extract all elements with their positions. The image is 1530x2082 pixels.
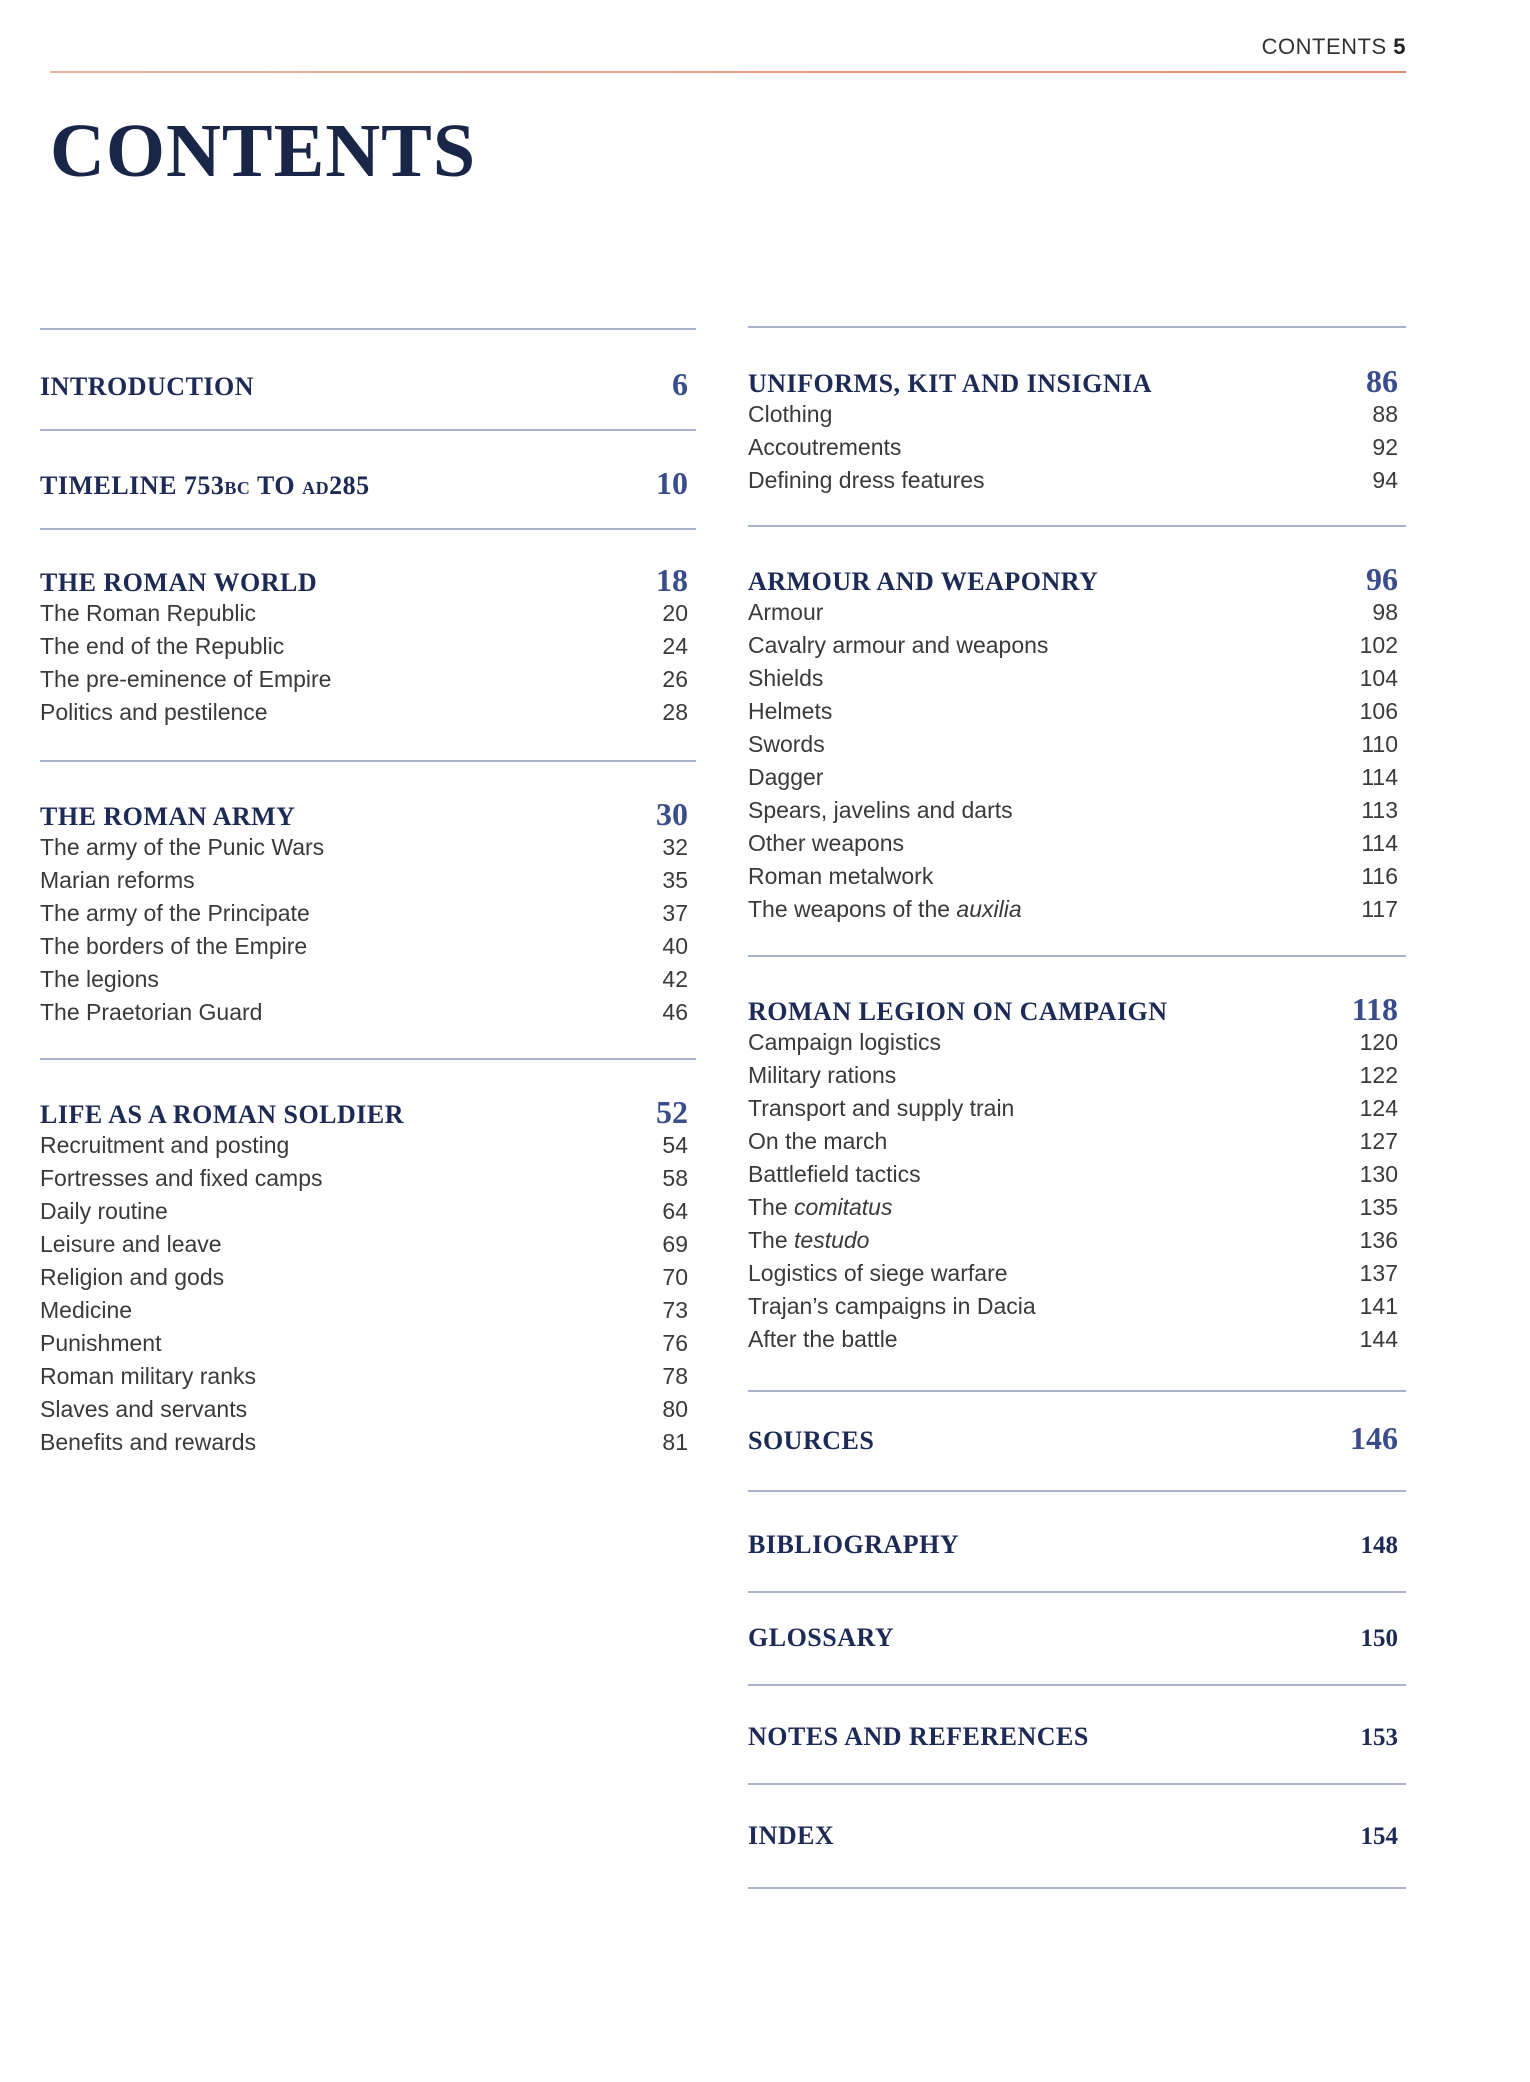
section-divider (40, 528, 696, 530)
entry-title: Marian reforms (40, 867, 195, 893)
toc-section-heading[interactable] (40, 563, 696, 597)
toc-entry[interactable] (40, 930, 696, 963)
entry-title: Politics and pestilence (40, 699, 268, 725)
toc-section (748, 1528, 1406, 1562)
section-divider (748, 1490, 1406, 1492)
toc-entry[interactable] (40, 696, 696, 729)
entry-page-number: 130 (1359, 1161, 1398, 1187)
entry-page-number: 136 (1359, 1227, 1398, 1253)
entry-page-number: 88 (1372, 401, 1398, 427)
toc-entry[interactable] (40, 1129, 696, 1162)
entry-title: Daily routine (40, 1198, 168, 1224)
entry-title: Fortresses and fixed camps (40, 1165, 323, 1191)
section-title: THE ROMAN ARMY (40, 802, 296, 831)
toc-entry[interactable] (748, 761, 1406, 794)
entry-page-number: 94 (1372, 467, 1398, 493)
entry-page-number: 114 (1361, 830, 1398, 856)
entry-title: The Roman Republic (40, 600, 257, 626)
entry-title: Accoutrements (748, 434, 902, 460)
section-title: INTRODUCTION (40, 372, 255, 401)
toc-entry[interactable] (748, 1125, 1406, 1158)
entry-page-number: 28 (662, 699, 688, 725)
entry-title: Cavalry armour and weapons (748, 632, 1049, 658)
entry-title: On the march (748, 1128, 888, 1154)
entry-page-number: 81 (662, 1429, 688, 1455)
entry-title: Military rations (748, 1062, 897, 1088)
entry-page-number: 54 (662, 1132, 688, 1158)
toc-section-heading[interactable] (748, 562, 1406, 596)
section-title: GLOSSARY (748, 1623, 895, 1652)
entry-page-number: 73 (662, 1297, 688, 1323)
toc-entry[interactable] (748, 1323, 1406, 1356)
entry-title: Religion and gods (40, 1264, 225, 1290)
toc-section-heading[interactable] (40, 797, 696, 831)
entry-title: The comitatus (748, 1194, 893, 1220)
toc-entry[interactable] (748, 1092, 1406, 1125)
toc-entry[interactable] (748, 860, 1406, 893)
toc-entry[interactable] (748, 629, 1406, 662)
toc-entry[interactable] (748, 1257, 1406, 1290)
entry-page-number: 24 (662, 633, 688, 659)
section-divider (748, 1783, 1406, 1785)
section-title: INDEX (748, 1821, 835, 1850)
entry-title: Roman metalwork (748, 863, 934, 889)
section-divider (748, 1684, 1406, 1686)
entry-title: Dagger (748, 764, 824, 790)
section-page-number: 86 (1366, 363, 1398, 399)
toc-entry[interactable] (748, 1059, 1406, 1092)
toc-section (748, 1720, 1406, 1754)
entry-title: Trajan’s campaigns in Dacia (748, 1293, 1036, 1319)
section-divider (748, 1390, 1406, 1392)
entry-title: Spears, javelins and darts (748, 797, 1013, 823)
entry-title: The end of the Republic (40, 633, 285, 659)
entry-title: The army of the Principate (40, 900, 310, 926)
toc-section (748, 1621, 1406, 1655)
entry-page-number: 78 (662, 1363, 688, 1389)
italic-text: auxilia (956, 896, 1022, 922)
toc-entry[interactable] (748, 893, 1406, 926)
entry-page-number: 110 (1361, 731, 1398, 757)
toc-entry[interactable] (40, 1228, 696, 1261)
section-title: SOURCES (748, 1426, 875, 1455)
toc-entry[interactable] (748, 1026, 1406, 1059)
toc-section (748, 1819, 1406, 1853)
section-divider (40, 328, 696, 330)
toc-entry[interactable] (40, 1360, 696, 1393)
entry-title: The testudo (748, 1227, 870, 1253)
section-page-number: 10 (656, 465, 688, 501)
entry-page-number: 20 (662, 600, 688, 626)
entry-page-number: 35 (662, 867, 688, 893)
toc-section (40, 1095, 696, 1459)
toc-entry[interactable] (748, 1290, 1406, 1323)
entry-page-number: 40 (662, 933, 688, 959)
entry-page-number: 92 (1372, 434, 1398, 460)
toc-section (748, 562, 1406, 926)
entry-title: Recruitment and posting (40, 1132, 290, 1158)
toc-entry[interactable] (40, 1162, 696, 1195)
toc-entry[interactable] (40, 1327, 696, 1360)
section-page-number: 18 (656, 562, 688, 598)
entry-page-number: 70 (662, 1264, 688, 1290)
section-title: BIBLIOGRAPHY (748, 1530, 960, 1559)
entry-page-number: 106 (1359, 698, 1398, 724)
toc-entry[interactable] (748, 695, 1406, 728)
small-caps-text: ad (302, 471, 330, 500)
entry-page-number: 46 (662, 999, 688, 1025)
entry-page-number: 137 (1359, 1260, 1398, 1286)
toc-entry[interactable] (40, 963, 696, 996)
entry-page-number: 144 (1359, 1326, 1398, 1352)
toc-entry[interactable] (40, 1195, 696, 1228)
toc-entry[interactable] (40, 1393, 696, 1426)
section-page-number: 96 (1366, 561, 1398, 597)
entry-title: Roman military ranks (40, 1363, 256, 1389)
entry-page-number: 104 (1359, 665, 1398, 691)
entry-page-number: 76 (662, 1330, 688, 1356)
section-page-number: 148 (1360, 1532, 1398, 1559)
entry-title: Helmets (748, 698, 833, 724)
section-divider (40, 760, 696, 762)
entry-page-number: 58 (662, 1165, 688, 1191)
toc-section-heading[interactable] (748, 992, 1406, 1026)
entry-page-number: 26 (662, 666, 688, 692)
entry-title: The weapons of the auxilia (748, 896, 1022, 922)
entry-title: Shields (748, 665, 824, 691)
entry-page-number: 102 (1359, 632, 1398, 658)
toc-entry[interactable] (40, 1294, 696, 1327)
section-page-number: 153 (1360, 1724, 1398, 1751)
toc-section (40, 367, 696, 401)
section-title: THE ROMAN WORLD (40, 568, 318, 597)
section-title: NOTES AND REFERENCES (748, 1722, 1089, 1751)
entry-page-number: 80 (662, 1396, 688, 1422)
toc-entry[interactable] (40, 864, 696, 897)
toc-entry[interactable] (40, 996, 696, 1029)
entry-title: Slaves and servants (40, 1396, 248, 1422)
entry-page-number: 127 (1359, 1128, 1398, 1154)
toc-entry[interactable] (40, 897, 696, 930)
entry-title: Benefits and rewards (40, 1429, 257, 1455)
section-page-number: 146 (1350, 1420, 1398, 1456)
entry-page-number: 32 (662, 834, 688, 860)
toc-section-heading[interactable] (748, 1621, 1406, 1655)
toc-section (748, 992, 1406, 1356)
toc-entry[interactable] (748, 1224, 1406, 1257)
italic-text: testudo (794, 1227, 870, 1253)
entry-title: The Praetorian Guard (40, 999, 263, 1025)
section-page-number: 118 (1351, 991, 1398, 1027)
entry-page-number: 120 (1359, 1029, 1398, 1055)
entry-page-number: 135 (1359, 1194, 1398, 1220)
entry-title: Swords (748, 731, 825, 757)
toc-section-heading[interactable] (40, 466, 696, 500)
toc-section (748, 364, 1406, 497)
entry-title: Clothing (748, 401, 833, 427)
section-title: ROMAN LEGION ON CAMPAIGN (748, 997, 1168, 1026)
toc-entry[interactable] (40, 831, 696, 864)
entry-title: The pre-eminence of Empire (40, 666, 332, 692)
entry-page-number: 122 (1359, 1062, 1398, 1088)
entry-title: The legions (40, 966, 159, 992)
entry-page-number: 114 (1361, 764, 1398, 790)
entry-page-number: 64 (662, 1198, 688, 1224)
entry-title: After the battle (748, 1326, 898, 1352)
entry-title: Transport and supply train (748, 1095, 1015, 1121)
entry-title: Medicine (40, 1297, 133, 1323)
toc-entry[interactable] (748, 431, 1406, 464)
toc-entry[interactable] (40, 597, 696, 630)
toc-entry[interactable] (748, 1191, 1406, 1224)
toc-section-heading[interactable] (748, 1528, 1406, 1562)
section-page-number: 6 (672, 366, 688, 402)
section-divider (748, 955, 1406, 957)
entry-title: Defining dress features (748, 467, 985, 493)
toc-section-heading[interactable] (748, 1819, 1406, 1853)
entry-page-number: 113 (1361, 797, 1398, 823)
entry-page-number: 124 (1359, 1095, 1398, 1121)
toc-entry[interactable] (748, 1158, 1406, 1191)
toc-entry[interactable] (40, 630, 696, 663)
toc-section (40, 563, 696, 729)
section-page-number: 30 (656, 796, 688, 832)
entry-page-number: 141 (1359, 1293, 1398, 1319)
toc-entry[interactable] (748, 728, 1406, 761)
entry-page-number: 37 (662, 900, 688, 926)
entry-title: Battlefield tactics (748, 1161, 921, 1187)
entry-title: Campaign logistics (748, 1029, 942, 1055)
italic-text: comitatus (794, 1194, 893, 1220)
section-title: ARMOUR AND WEAPONRY (748, 567, 1099, 596)
section-page-number: 154 (1360, 1823, 1398, 1850)
running-head-page: 5 (1393, 34, 1406, 59)
toc-entry[interactable] (748, 662, 1406, 695)
entry-title: Other weapons (748, 830, 904, 856)
section-divider (748, 1591, 1406, 1593)
entry-page-number: 98 (1372, 599, 1398, 625)
entry-title: The borders of the Empire (40, 933, 308, 959)
toc-section-heading[interactable] (748, 1720, 1406, 1754)
toc-entry[interactable] (748, 464, 1406, 497)
entry-title: Logistics of siege warfare (748, 1260, 1008, 1286)
toc-entry[interactable] (40, 1426, 696, 1459)
entry-page-number: 42 (662, 966, 688, 992)
section-page-number: 150 (1360, 1625, 1398, 1652)
small-caps-text: bc (224, 471, 251, 500)
running-head (1262, 34, 1406, 60)
section-title: TIMELINE 753bc TO ad285 (40, 471, 370, 500)
toc-entry[interactable] (40, 663, 696, 696)
section-divider (40, 429, 696, 431)
entry-title: Punishment (40, 1330, 162, 1356)
section-title: LIFE AS A ROMAN SOLDIER (40, 1100, 405, 1129)
section-title: UNIFORMS, KIT AND INSIGNIA (748, 369, 1153, 398)
toc-section (748, 1421, 1406, 1455)
toc-section-heading[interactable] (748, 1421, 1406, 1455)
section-page-number: 52 (656, 1094, 688, 1130)
page-title: CONTENTS (50, 109, 477, 193)
toc-entry[interactable] (748, 596, 1406, 629)
toc-entry[interactable] (40, 1261, 696, 1294)
section-divider (748, 326, 1406, 328)
toc-section-heading[interactable] (40, 367, 696, 401)
toc-section-heading[interactable] (40, 1095, 696, 1129)
entry-page-number: 69 (662, 1231, 688, 1257)
toc-entry[interactable] (748, 398, 1406, 431)
entry-title: The army of the Punic Wars (40, 834, 325, 860)
entry-page-number: 117 (1361, 896, 1398, 922)
header-rule (50, 71, 1406, 73)
section-divider (748, 525, 1406, 527)
toc-entry[interactable] (748, 794, 1406, 827)
toc-section-heading[interactable] (748, 364, 1406, 398)
entry-page-number: 116 (1361, 863, 1398, 889)
section-divider (748, 1887, 1406, 1889)
section-divider (40, 1058, 696, 1060)
entry-title: Leisure and leave (40, 1231, 222, 1257)
toc-section (40, 797, 696, 1029)
entry-title: Armour (748, 599, 824, 625)
toc-entry[interactable] (748, 827, 1406, 860)
running-head-label: CONTENTS (1261, 34, 1387, 59)
toc-section (40, 466, 696, 500)
